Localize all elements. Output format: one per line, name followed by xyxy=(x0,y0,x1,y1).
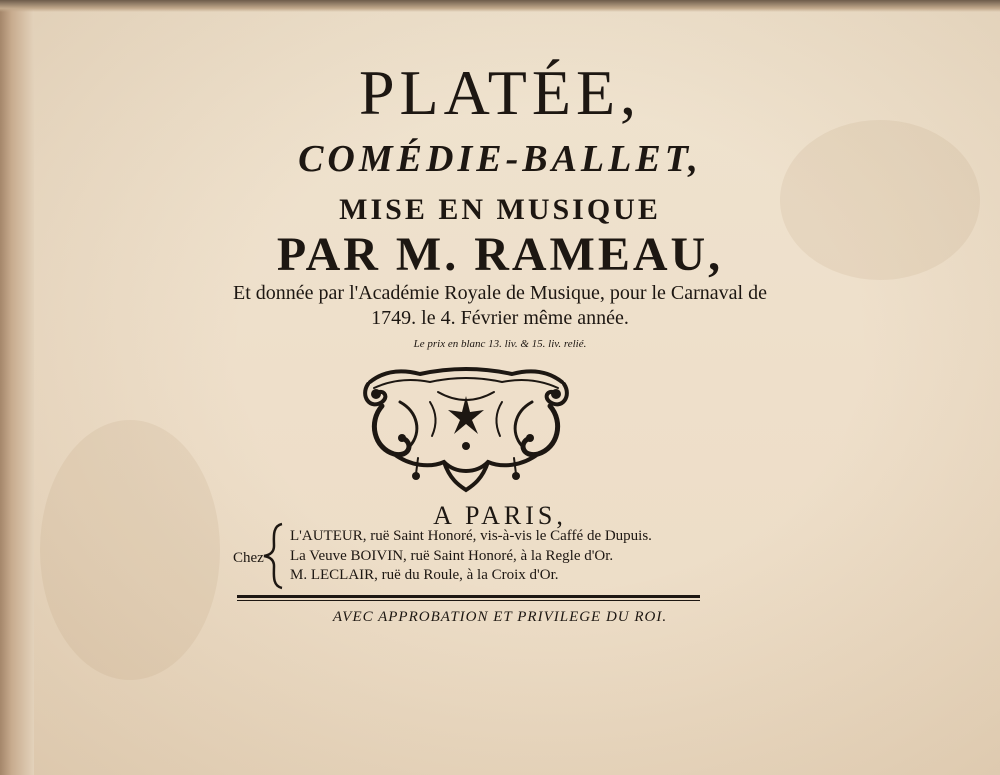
thick-rule xyxy=(237,595,700,598)
thin-rule xyxy=(237,600,700,601)
description-line-1: Et donnée par l'Académie Royale de Musique, pour le Carnaval de xyxy=(233,282,767,304)
chez-label: Chez xyxy=(233,550,264,566)
page-title: PLATÉE, xyxy=(358,57,642,128)
paper-stain xyxy=(40,420,220,680)
setting-line: MISE EN MUSIQUE xyxy=(339,193,661,226)
page-subtitle: COMÉDIE-BALLET, xyxy=(298,138,702,180)
address-line: La Veuve BOIVIN, ruë Saint Honoré, à la Regle d'Or. xyxy=(290,548,614,564)
composer-line: PAR M. RAMEAU, xyxy=(276,228,724,281)
ornament-icon xyxy=(360,362,572,494)
address-line: M. LECLAIR, ruë du Roule, à la Croix d'Or. xyxy=(290,567,559,583)
privilege-line: AVEC APPROBATION ET PRIVILEGE DU ROI. xyxy=(332,609,668,625)
description-line-2: 1749. le 4. Février même année. xyxy=(371,307,629,329)
address-line: L'AUTEUR, ruë Saint Honoré, vis-à-vis le Caffé de Dupuis. xyxy=(290,528,652,544)
city-line: A PARIS, xyxy=(433,501,567,530)
brace-icon xyxy=(260,522,286,590)
price-line: Le prix en blanc 13. liv. & 15. liv. relié. xyxy=(413,338,587,350)
